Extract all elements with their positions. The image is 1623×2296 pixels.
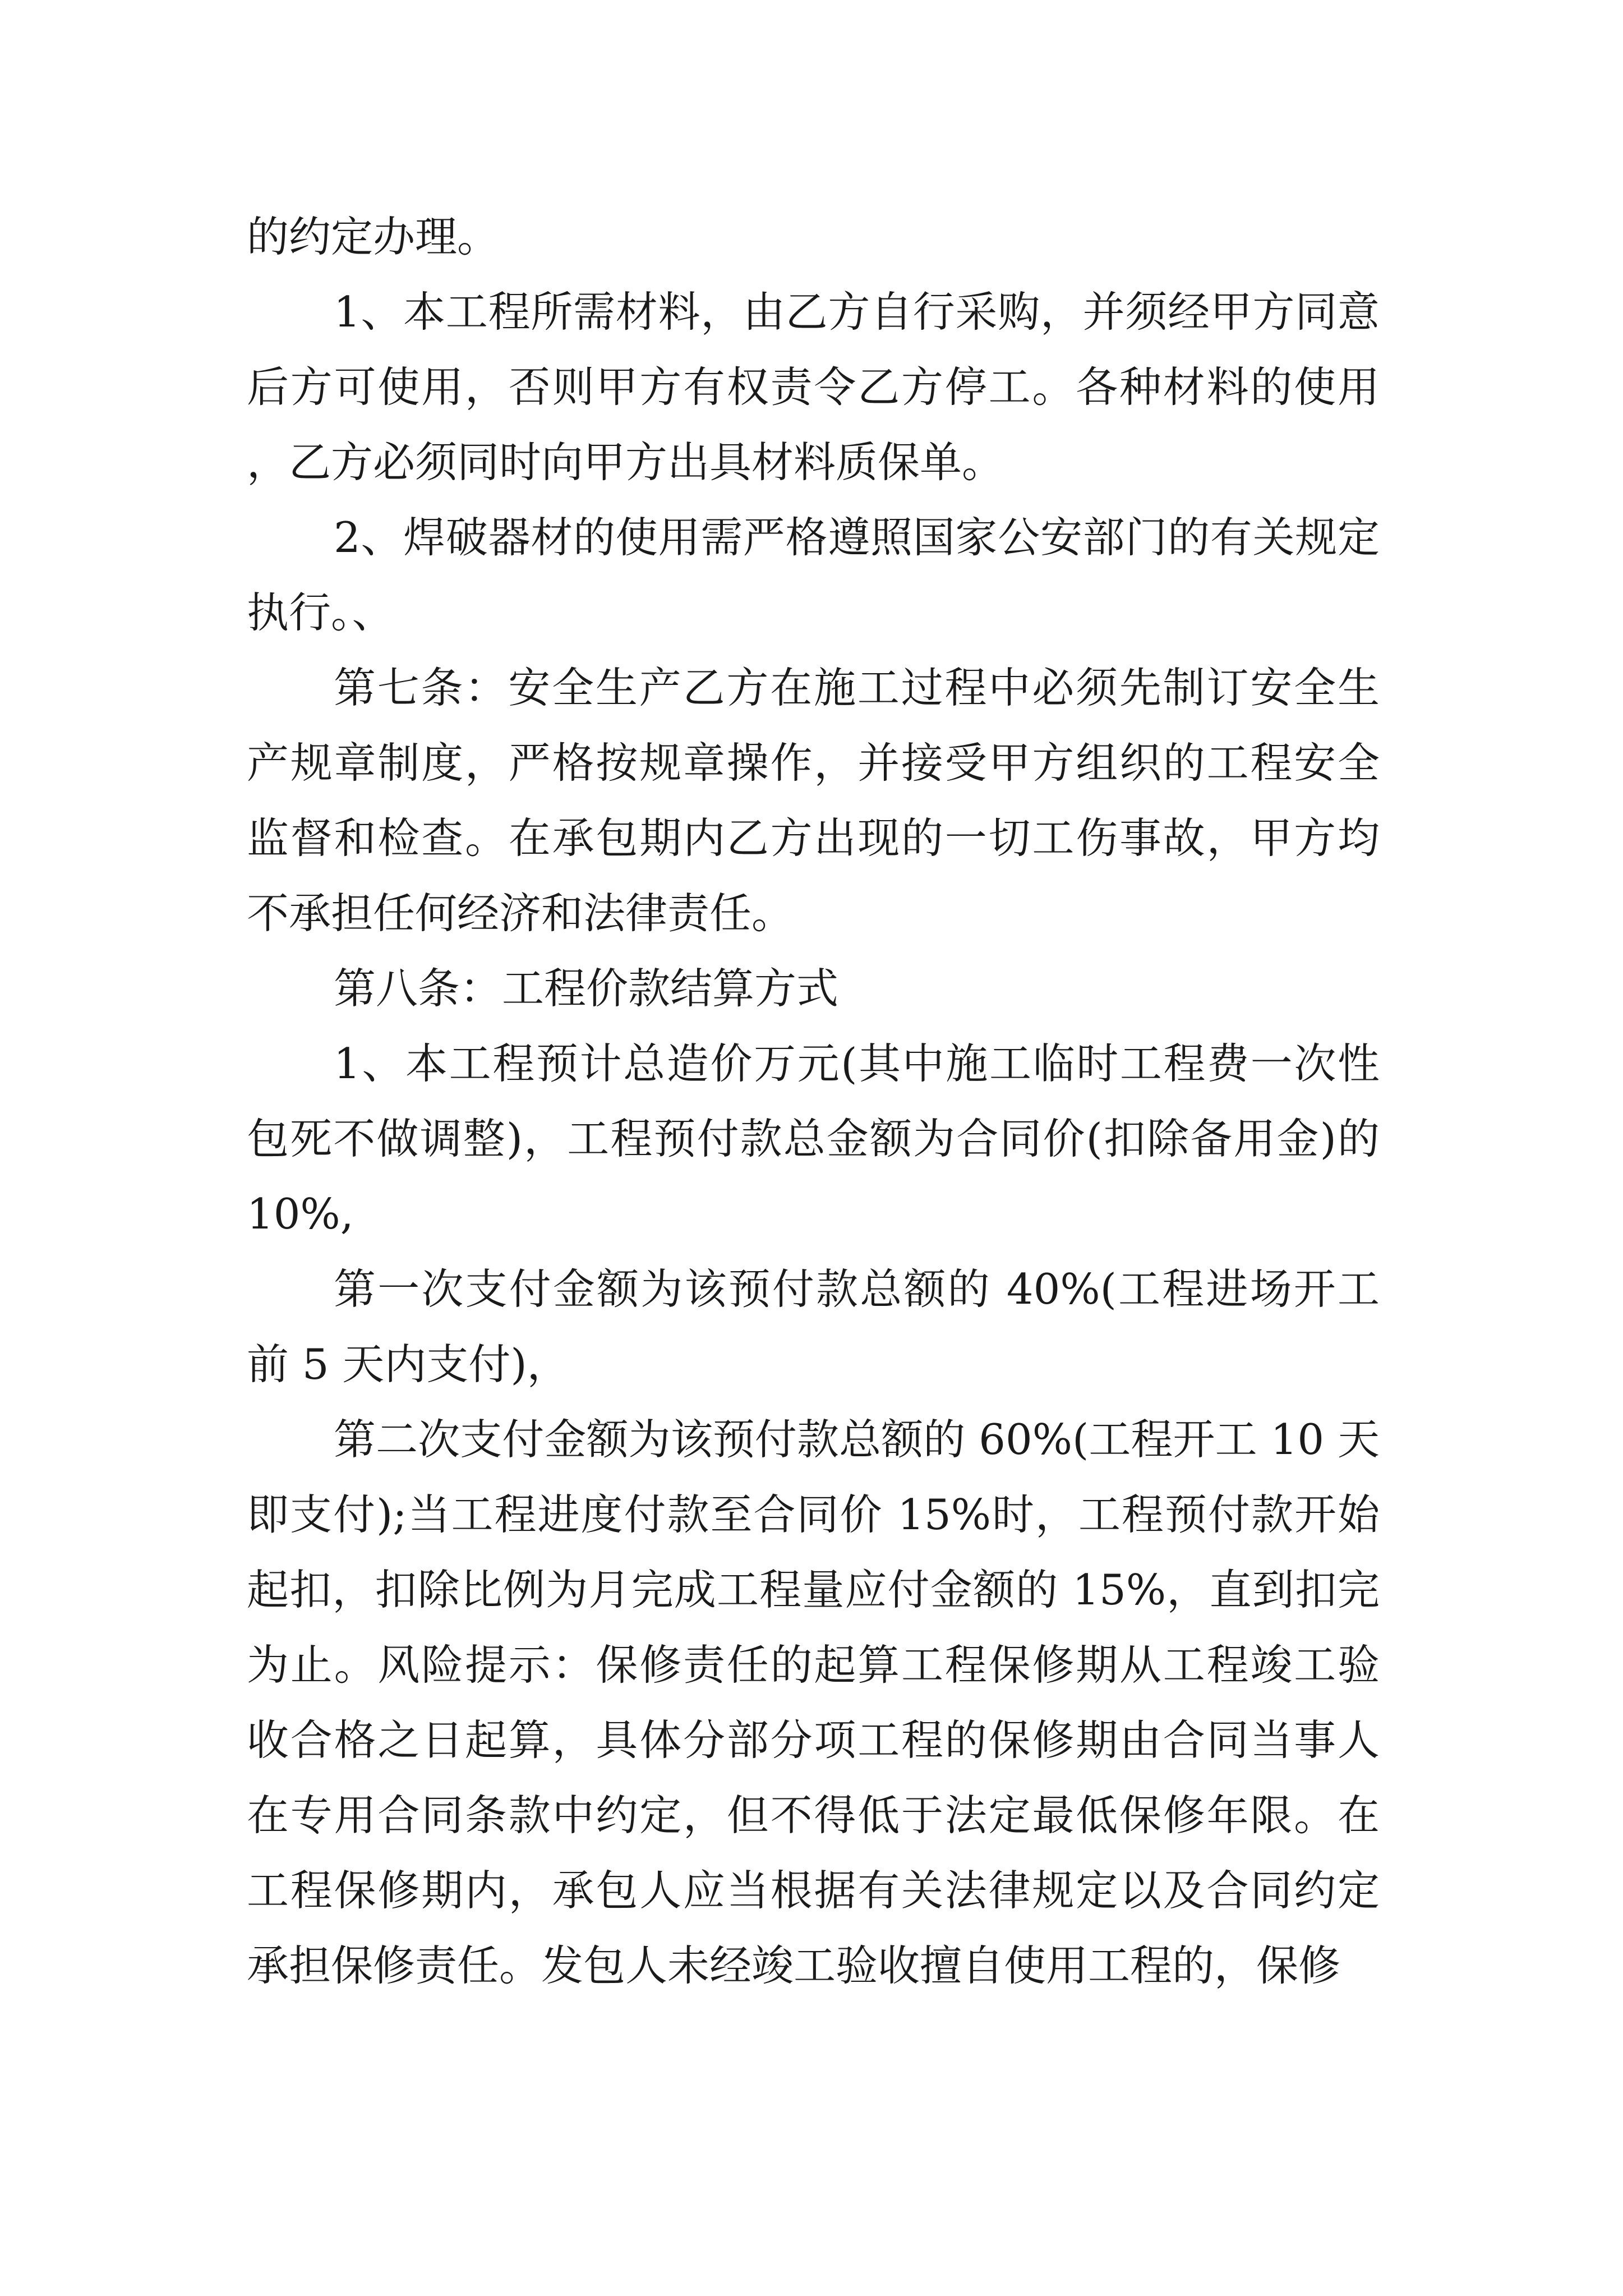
document-body xyxy=(247,199,1380,2003)
paragraph-article-seven: 第七条：安全生产乙方在施工过程中必须先制订安全生产规章制度，严格按规章操作，并接受甲方组织的工程安全监督和检查。在承包期内乙方出现的一切工伤事故，甲方均不承担任何经济和法律责任。 xyxy=(247,663,1380,938)
paragraph-total-cost: 1、本工程预计总造价万元(其中施工临时工程费一次性包死不做调整)，工程预付款总金额为合同价(扣除备用金)的 10%, xyxy=(247,1039,1380,1239)
paragraph-article-eight-heading: 第八条：工程价款结算方式 xyxy=(334,964,839,1013)
paragraph-materials: 1、本工程所需材料，由乙方自行采购，并须经甲方同意后方可使用，否则甲方有权责令乙方停工。各种材料的使用，乙方必须同时向甲方出具材料质保单。 xyxy=(247,287,1380,487)
paragraph-equipment: 2、焊破器材的使用需严格遵照国家公安部门的有关规定执行。、 xyxy=(247,513,1380,637)
paragraph-first-payment: 第一次支付金额为该预付款总额的 40%(工程进场开工前 5 天内支付)， xyxy=(247,1264,1380,1389)
paragraph-continuation: 的约定办理。 xyxy=(247,212,500,261)
paragraph-second-payment: 第二次支付金额为该预付款总额的 60%(工程开工 10 天即支付);当工程进度付款至合同价 15%时，工程预付款开始起扣，扣除比例为月完成工程量应付金额的 15%，直到扣完为止。风险提示：保修责任的起算工程保修期从工程竣工验收合格之日起算，具体分部分项工程的保修期由合同当事人在专用合同条款中约定，但不得低于法定最低保修年限。在工程保修期内，承包人应当根据有关法律规定以及合同约定承担保修责任。发包人未经竣工验收擅自使用工程的，保修 xyxy=(247,1415,1380,1990)
